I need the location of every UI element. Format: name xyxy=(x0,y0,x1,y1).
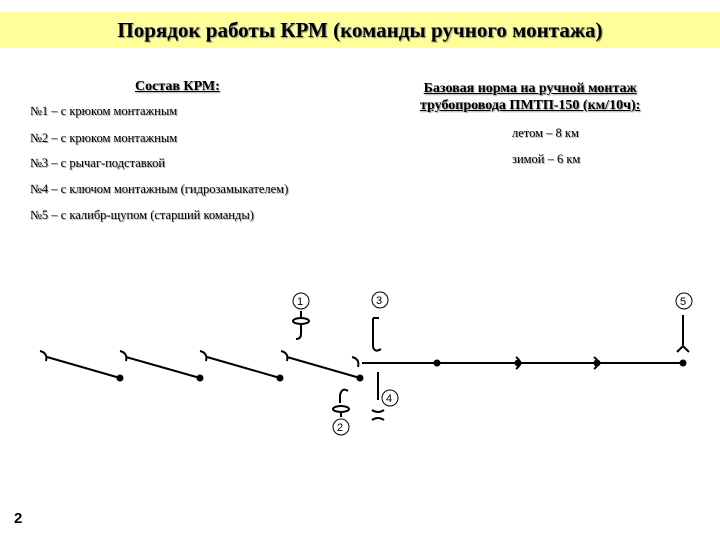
pipe-straight xyxy=(352,357,686,369)
worker-5-tool xyxy=(677,315,689,352)
pipe-section-3 xyxy=(200,351,283,381)
crew-member-2: №2 – с крюком монтажным xyxy=(30,131,178,145)
worker-5-label: 5 xyxy=(680,296,687,308)
crew-member-5: №5 – с калибр-щупом (старший команды) xyxy=(30,208,254,222)
slide-number: 2 xyxy=(14,510,23,527)
worker-4-label: 4 xyxy=(386,393,393,405)
norm-summer: летом – 8 км xyxy=(512,126,579,140)
page-title: Порядок работы КРМ (команды ручного монтажа) xyxy=(117,17,603,42)
worker-2-tool xyxy=(333,390,349,417)
norm-heading-line-1: Базовая норма на ручной монтаж xyxy=(423,81,637,96)
pipe-section-4 xyxy=(281,351,363,381)
worker-1-label: 1 xyxy=(297,296,304,308)
crew-member-1: №1 – с крюком монтажным xyxy=(30,104,178,118)
worker-2-label: 2 xyxy=(337,422,344,434)
worker-3-label: 3 xyxy=(376,295,383,307)
crew-member-4: №4 – с ключом монтажным (гидрозамыкателем) xyxy=(30,182,289,196)
norm-heading-line-2: трубопровода ПМТП-150 (км/10ч): xyxy=(420,98,641,113)
worker-1-tool xyxy=(293,311,309,339)
pipe-section-1 xyxy=(40,351,123,381)
pipe-section-2 xyxy=(120,351,203,381)
crew-heading: Состав КРМ: xyxy=(135,79,220,94)
norm-winter: зимой – 6 км xyxy=(512,152,581,166)
crew-member-3: №3 – с рычаг-подставкой xyxy=(30,156,166,170)
worker-3-tool xyxy=(373,318,381,351)
